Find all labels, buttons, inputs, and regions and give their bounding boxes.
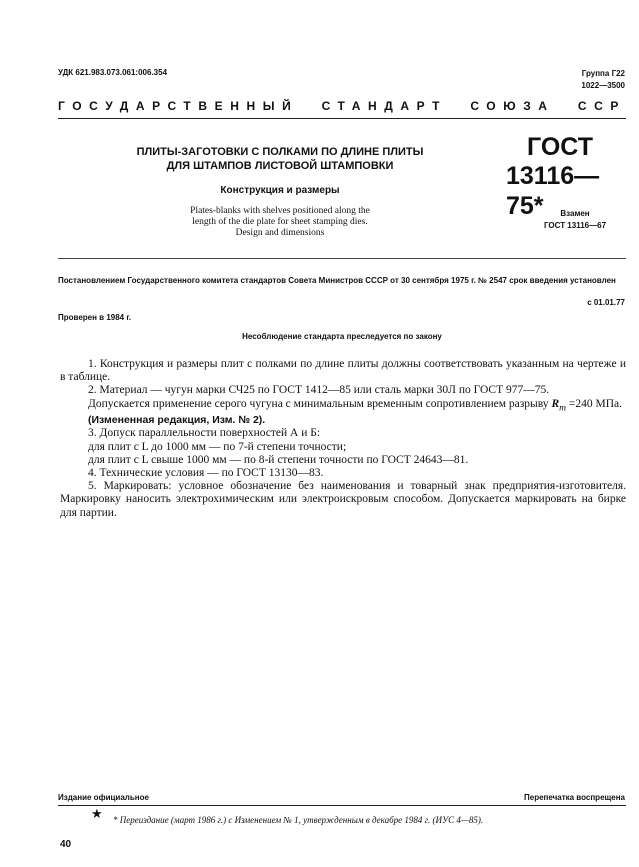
title-en-line-1: Plates-blanks with shelves positioned along the [190, 206, 370, 216]
footer-divider [58, 805, 626, 806]
title-en [100, 206, 460, 239]
footnote: * Переиздание (март 1986 г.) с Изменением № 1, утвержденным в декабре 1984 г. (ИУС 4—85). [113, 815, 484, 825]
replaces-block [520, 208, 630, 232]
subtitle-ru: Конструкция и размеры [220, 185, 340, 196]
banner-divider [58, 118, 626, 119]
reprint-notice: Перепечатка воспрещена [524, 793, 625, 802]
section-divider [58, 258, 626, 259]
gost-label: ГОСТ [527, 133, 593, 161]
group-label: Группа Г22 [581, 69, 625, 78]
paragraph-8: 5. Маркировать: условное обозначение без наименования и товарный знак предприятия-изготовителя. Маркировку наносить электрохимическим или электроискровым способом. Допускается маркировать на бирке для партии. [60, 480, 626, 519]
paragraph-7: 4. Технические условия — по ГОСТ 13130—83. [88, 466, 324, 479]
checked-note: Проверен в 1984 г. [58, 313, 132, 322]
paragraph-2: 2. Материал — чугун марки СЧ25 по ГОСТ 1412—85 или сталь марки 30Л по ГОСТ 977—75. [88, 384, 550, 397]
gost-number: 13116—75* [506, 162, 600, 220]
formula-value: =240 МПа. [566, 397, 623, 410]
banner-word-4: ССР [577, 99, 626, 113]
replaces-label: Взамен [560, 209, 590, 218]
decree-text: Постановлением Государственного комитета стандартов Совета Министров СССР от 30 сентября 1975 г. № 2547 срок введения установлен [58, 276, 616, 285]
star-icon: ★ [91, 806, 103, 821]
edition-label: Издание официальное [58, 793, 149, 802]
formula-symbol: R [551, 397, 560, 410]
udc-code: УДК 621.983.073.061:006.354 [58, 68, 168, 77]
amendment-note: (Измененная редакция, Изм. № 2). [88, 414, 266, 427]
paragraph-5: для плит с L до 1000 мм — по 7-й степени точности; [88, 440, 347, 453]
group-code [581, 68, 625, 92]
title-ru-line-2: ДЛЯ ШТАМПОВ ЛИСТОВОЙ ШТАМПОВКИ [166, 160, 394, 172]
replaces-value: ГОСТ 13116—67 [543, 221, 607, 230]
paragraph-3-text: Допускается применение серого чугуна с минимальным временным сопротивлением разрыву [88, 397, 549, 410]
banner-word-3: СОЮЗА [470, 99, 555, 113]
banner-word-1: ГОСУДАРСТВЕННЫЙ [58, 99, 299, 113]
effective-date: с 01.01.77 [587, 298, 625, 307]
paragraph-4: 3. Допуск параллельности поверхностей А и Б: [88, 427, 321, 440]
title-block [100, 145, 460, 239]
banner-word-2: СТАНДАРТ [321, 99, 448, 113]
title-ru [100, 145, 460, 173]
title-en-line-2: length of the die plate for sheet stamping dies. [192, 217, 368, 227]
title-en-line-3: Design and dimensions [235, 228, 325, 238]
paragraph-3 [60, 398, 626, 415]
formula-subscript: m [559, 401, 567, 413]
noncompliance-note: Несоблюдение стандарта преследуется по закону [242, 332, 442, 341]
paragraph-6: для плит с L свыше 1000 мм — по 8-й степени точности по ГОСТ 24643—81. [88, 453, 469, 466]
classification-code: 1022—3500 [581, 81, 625, 90]
page-number: 40 [60, 839, 72, 850]
body-text [60, 358, 626, 520]
paragraph-1: 1. Конструкция и размеры плит с полками по длине плиты должны соответствовать указанным на чертеже и в таблице. [60, 358, 626, 384]
title-ru-line-1: ПЛИТЫ-ЗАГОТОВКИ С ПОЛКАМИ ПО ДЛИНЕ ПЛИТЫ [136, 146, 424, 158]
state-standard-banner [58, 99, 626, 113]
